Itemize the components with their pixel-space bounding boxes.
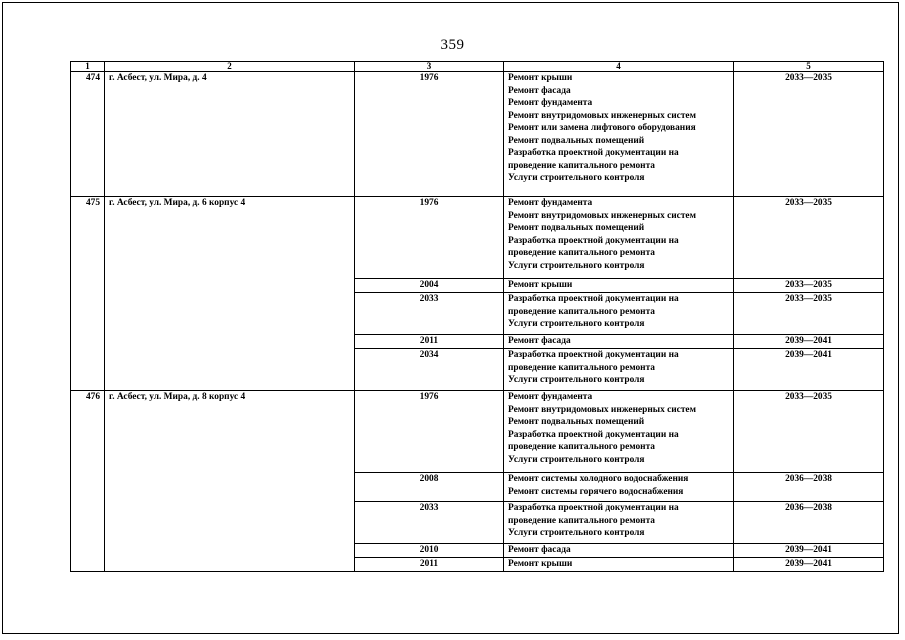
work-item: Услуги строительного контроля xyxy=(508,454,645,465)
work-types xyxy=(504,502,734,544)
object-number: 474 xyxy=(71,72,105,197)
object-address: г. Асбест, ул. Мира, д. 8 корпус 4 xyxy=(105,391,355,572)
work-item: Разработка проектной документации на xyxy=(508,294,679,304)
commissioning-year: 1976 xyxy=(355,391,504,473)
work-types xyxy=(504,279,734,293)
header-col-5: 5 xyxy=(734,62,884,72)
work-item: Ремонт подвальных помещений xyxy=(508,223,645,233)
work-item: Услуги строительного контроля xyxy=(508,260,645,271)
work-item: Ремонт фасада xyxy=(508,85,571,96)
commissioning-year: 2011 xyxy=(355,335,504,349)
header-col-4: 4 xyxy=(504,62,734,72)
planned-period: 2033—2035 xyxy=(734,293,884,335)
commissioning-year: 2008 xyxy=(355,473,504,502)
page-number: 359 xyxy=(440,37,465,53)
planned-period: 2039—2041 xyxy=(734,544,884,558)
commissioning-year: 2004 xyxy=(355,279,504,293)
work-item: Ремонт или замена лифтового оборудования xyxy=(508,123,696,133)
work-item: Разработка проектной документации на xyxy=(508,350,679,360)
work-item: Услуги строительного контроля xyxy=(508,173,645,183)
table-body xyxy=(71,72,884,572)
work-item: Ремонт подвальных помещений xyxy=(508,417,645,427)
work-types xyxy=(504,349,734,391)
work-item: Ремонт крыши xyxy=(508,280,573,290)
work-item: Разработка проектной документации на xyxy=(508,148,679,158)
planned-period: 2033—2035 xyxy=(734,72,884,197)
work-item: Ремонт фундамента xyxy=(508,98,593,108)
commissioning-year: 2011 xyxy=(355,558,504,572)
planned-period: 2039—2041 xyxy=(734,335,884,349)
planned-period: 2039—2041 xyxy=(734,349,884,391)
work-item: Ремонт системы горячего водоснабжения xyxy=(508,486,684,497)
work-item: Услуги строительного контроля xyxy=(508,375,645,385)
work-item: Ремонт внутридомовых инженерных систем xyxy=(508,404,696,415)
work-item: проведение капитального ремонта xyxy=(508,306,655,317)
work-types xyxy=(504,391,734,473)
work-item: Разработка проектной документации на xyxy=(508,503,679,513)
work-types xyxy=(504,335,734,349)
work-item: Разработка проектной документации на xyxy=(508,235,679,246)
work-item: проведение капитального ремонта xyxy=(508,362,655,373)
work-item: Ремонт фасада xyxy=(508,336,571,346)
work-item: проведение капитального ремонта xyxy=(508,515,655,526)
table-row xyxy=(71,391,884,473)
work-item: Разработка проектной документации на xyxy=(508,429,679,440)
work-types xyxy=(504,473,734,502)
work-types xyxy=(504,197,734,279)
commissioning-year: 2010 xyxy=(355,544,504,558)
object-number: 475 xyxy=(71,197,105,391)
commissioning-year: 1976 xyxy=(355,72,504,197)
work-item: проведение капитального ремонта xyxy=(508,160,655,171)
table-row xyxy=(71,72,884,197)
work-types xyxy=(504,558,734,572)
work-item: Услуги строительного контроля xyxy=(508,528,645,538)
work-item: Ремонт фасада xyxy=(508,545,571,555)
work-item: Услуги строительного контроля xyxy=(508,319,645,329)
work-types xyxy=(504,72,734,197)
table-row xyxy=(71,197,884,279)
commissioning-year: 2034 xyxy=(355,349,504,391)
object-address: г. Асбест, ул. Мира, д. 4 xyxy=(105,72,355,197)
work-item: Ремонт фундамента xyxy=(508,392,593,402)
work-types xyxy=(504,544,734,558)
header-col-2: 2 xyxy=(105,62,355,72)
work-item: Ремонт фундамента xyxy=(508,198,593,208)
planned-period: 2036—2038 xyxy=(734,502,884,544)
planned-period: 2033—2035 xyxy=(734,391,884,473)
work-types xyxy=(504,293,734,335)
work-item: проведение капитального ремонта xyxy=(508,248,655,258)
header-col-1: 1 xyxy=(71,62,105,72)
work-item: Ремонт подвальных помещений xyxy=(508,135,645,146)
object-address: г. Асбест, ул. Мира, д. 6 корпус 4 xyxy=(105,197,355,391)
commissioning-year: 1976 xyxy=(355,197,504,279)
work-item: Ремонт крыши xyxy=(508,73,573,83)
planned-period: 2036—2038 xyxy=(734,473,884,502)
planned-period: 2033—2035 xyxy=(734,279,884,293)
object-number: 476 xyxy=(71,391,105,572)
work-item: проведение капитального ремонта xyxy=(508,442,655,452)
header-row xyxy=(71,62,884,72)
planned-period: 2033—2035 xyxy=(734,197,884,279)
work-item: Ремонт внутридомовых инженерных систем xyxy=(508,210,696,221)
capital-repair-table xyxy=(70,61,884,572)
work-item: Ремонт крыши xyxy=(508,559,573,569)
work-item: Ремонт системы холодного водоснабжения xyxy=(508,474,689,484)
commissioning-year: 2033 xyxy=(355,293,504,335)
header-col-3: 3 xyxy=(355,62,504,72)
planned-period: 2039—2041 xyxy=(734,558,884,572)
work-item: Ремонт внутридомовых инженерных систем xyxy=(508,110,696,121)
commissioning-year: 2033 xyxy=(355,502,504,544)
